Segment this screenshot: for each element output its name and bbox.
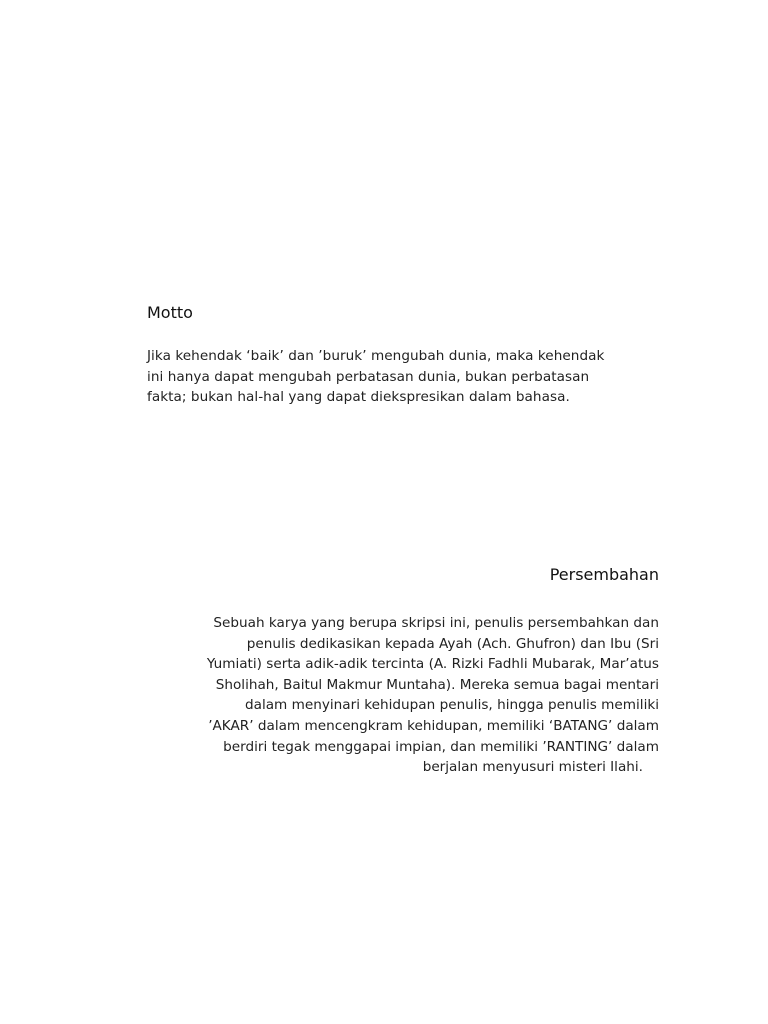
dedication-text: [140, 613, 659, 778]
dedication-line: Yumiati) serta adik-adik tercinta (A. Rizki Fadhli Mubarak, Mar’atus: [206, 656, 659, 673]
dedication-section: [140, 564, 659, 778]
dedication-line: dalam menyinari kehidupan penulis, hingga penulis memiliki: [244, 697, 659, 714]
motto-line: fakta; bukan hal-hal yang dapat diekspresikan dalam bahasa.: [147, 389, 570, 405]
dedication-line: berdiri tegak menggapai impian, dan memiliki ’RANTING’ dalam: [223, 738, 659, 755]
dedication-line: penulis dedikasikan kepada Ayah (Ach. Ghufron) dan Ibu (Sri: [246, 635, 659, 652]
motto-line: Jika kehendak ‘baik’ dan ’buruk’ mengubah dunia, maka kehendak: [147, 348, 605, 364]
motto-section: [147, 302, 667, 408]
motto-heading: Motto: [147, 303, 193, 322]
motto-line: ini hanya dapat mengubah perbatasan dunia, bukan perbatasan: [147, 368, 590, 385]
dedication-line: ’AKAR’ dalam mencengkram kehidupan, memiliki ‘BATANG’ dalam: [208, 717, 659, 734]
dedication-line: berjalan menyusuri misteri Ilahi.: [422, 759, 643, 776]
dedication-line: Sebuah karya yang berupa skripsi ini, penulis persembahkan dan: [213, 615, 659, 631]
dedication-line: Sholihah, Baitul Makmur Muntaha). Mereka semua bagai mentari: [215, 676, 659, 693]
motto-text: [147, 346, 667, 408]
dedication-heading: Persembahan: [549, 565, 659, 584]
